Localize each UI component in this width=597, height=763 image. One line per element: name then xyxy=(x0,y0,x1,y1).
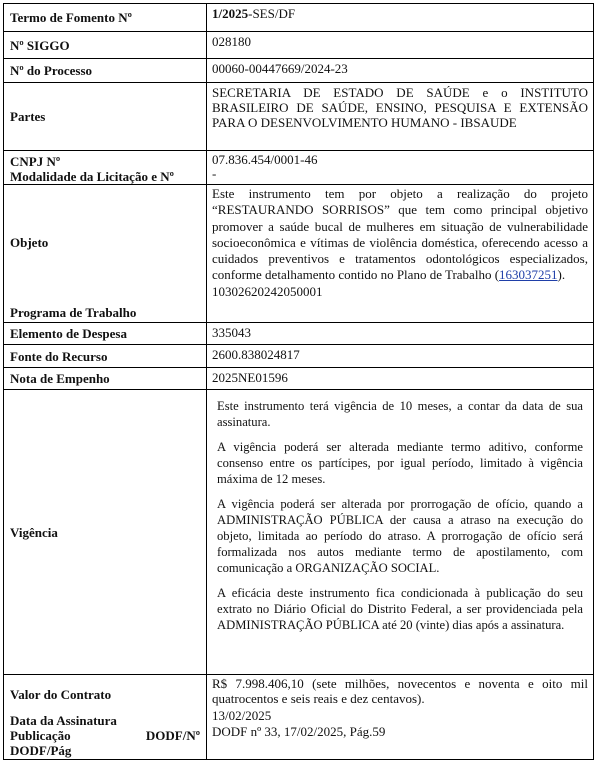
assinatura-label: Data da Assinatura xyxy=(10,713,117,728)
vigencia-paragraph-2: A vigência poderá ser alterada mediante termo aditivo, conforme consenso entre os partícipes, por igual período, limitado à vigência máxima de 12 meses. xyxy=(217,440,583,486)
publicacao-label-left: Publicação xyxy=(10,728,71,743)
elemento-label: Elemento de Despesa xyxy=(4,323,207,344)
termo-value xyxy=(207,4,593,31)
cnpj-modalidade-labels xyxy=(4,151,207,184)
modalidade-label: Modalidade da Licitação e Nº xyxy=(10,169,174,184)
row-objeto xyxy=(4,185,593,323)
termo-label: Termo de Fomento Nº xyxy=(4,4,207,31)
siggo-value: 028180 xyxy=(212,34,251,49)
row-empenho xyxy=(4,368,593,390)
fonte-label: Fonte do Recurso xyxy=(4,345,207,367)
partes-label: Partes xyxy=(4,83,207,150)
vigencia-label: Vigência xyxy=(4,390,207,674)
row-fonte xyxy=(4,345,593,368)
cnpj-value: 07.836.454/0001-46 xyxy=(212,152,318,167)
vigencia-value xyxy=(207,390,593,674)
empenho-label: Nota de Empenho xyxy=(4,368,207,389)
elemento-value: 335043 xyxy=(212,325,251,340)
vigencia-paragraph-4: A eficácia deste instrumento fica condicionada à publicação do seu extrato no Diário Oficial do Distrito Federal, a ser providenciada pela ADMINISTRAÇÃO PÚBLICA até 20 (vinte) dias após a assinatura. xyxy=(217,586,583,632)
fonte-value: 2600.838024817 xyxy=(212,347,300,362)
row-processo xyxy=(4,59,593,83)
plano-trabalho-link[interactable]: 163037251 xyxy=(499,267,558,283)
objeto-label: Objeto xyxy=(10,235,49,250)
valor-label: Valor do Contrato xyxy=(10,687,112,702)
objeto-value xyxy=(207,185,593,322)
modalidade-value: - xyxy=(212,166,217,181)
processo-label: Nº do Processo xyxy=(4,59,207,82)
objeto-programa-labels xyxy=(4,185,207,322)
partes-value: SECRETARIA DE ESTADO DE SAÚDE e o INSTITUTO BRASILEIRO DE SAÚDE, ENSINO, PESQUISA E EXTENSÃO PARA O DESENVOLVIMENTO HUMANO - IBSAUDE xyxy=(212,85,588,130)
objeto-tail: ). xyxy=(557,267,566,283)
valor-assinatura-publicacao-labels xyxy=(4,675,207,759)
cnpj-modalidade-values xyxy=(207,151,593,184)
row-partes xyxy=(4,83,593,151)
vigencia-paragraph-1: Este instrumento terá vigência de 10 meses, a contar da data de sua assinatura. xyxy=(217,399,583,429)
siggo-label: Nº SIGGO xyxy=(4,32,207,58)
programa-label: Programa de Trabalho xyxy=(10,305,137,320)
row-cnpj xyxy=(4,151,593,185)
termo-number: 1/2025 xyxy=(212,6,249,21)
publicacao-label xyxy=(10,728,200,758)
row-elemento xyxy=(4,323,593,345)
termo-suffix: -SES/DF xyxy=(248,6,296,21)
programa-value: 10302620242050001 xyxy=(212,283,323,299)
publicacao-label-right: DODF/Nº xyxy=(145,728,200,743)
row-termo xyxy=(4,4,593,32)
vigencia-paragraph-3: A vigência poderá ser alterada por prorrogação de ofício, quando a ADMINISTRAÇÃO PÚBLICA der causa a atraso na execução do objeto, limitada ao período do atraso. A prorrogação de ofício será formalizada nos autos mediante termo de apostilamento, com comunicação a ORGANIZAÇÃO SOCIAL. xyxy=(217,497,583,575)
assinatura-value: 13/02/2025 xyxy=(212,708,272,723)
row-valor xyxy=(4,675,593,759)
valor-assinatura-publicacao-values xyxy=(207,675,593,759)
publicacao-label-line2: DODF/Pág xyxy=(10,743,72,758)
objeto-text: Este instrumento tem por objeto a realização do projeto “RESTAURANDO SORRISOS” que tem como principal objetivo promover a saúde bucal de mulheres em situação de vulnerabilidade socioeconômica e vítimas de violência doméstica, oferecendo acesso a cuidados preventivos e tratamentos odontológicos especializados, conforme detalhamento contido no Plano de Trabalho ( xyxy=(212,186,588,283)
publicacao-value: DODF nº 33, 17/02/2025, Pág.59 xyxy=(212,724,386,739)
processo-value: 00060-00447669/2024-23 xyxy=(212,61,348,76)
row-vigencia xyxy=(4,390,593,675)
cnpj-label: CNPJ Nº xyxy=(10,154,61,169)
row-siggo xyxy=(4,32,593,59)
contract-summary-table xyxy=(3,3,594,760)
empenho-value: 2025NE01596 xyxy=(212,370,288,385)
valor-value: R$ 7.998.406,10 (sete milhões, novecentos e noventa e oito mil quatrocentos e seis reais e dez centavos). xyxy=(212,676,588,706)
